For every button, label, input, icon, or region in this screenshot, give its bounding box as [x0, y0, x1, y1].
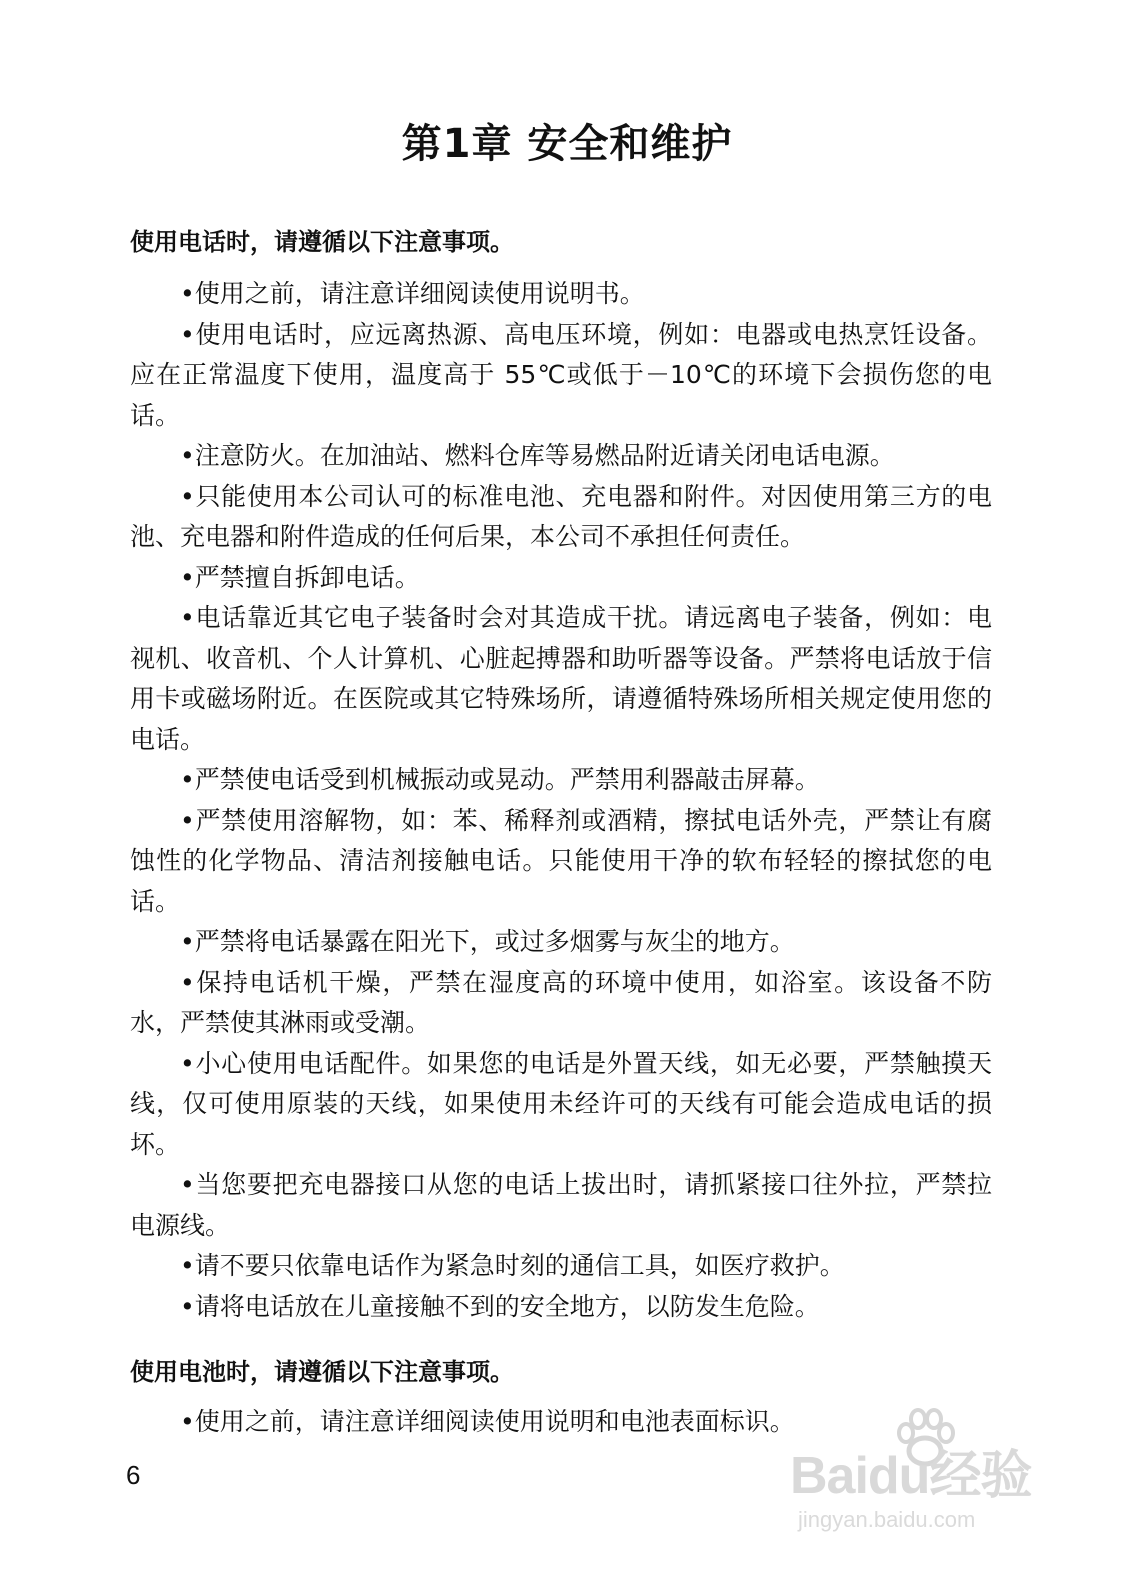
- list-item: •使用之前，请注意详细阅读使用说明和电池表面标识。: [180, 1407, 795, 1436]
- list-item: •请将电话放在儿童接触不到的安全地方，以防发生危险。: [180, 1291, 820, 1321]
- list-item: •请不要只依靠电话作为紧急时刻的通信工具，如医疗救护。: [180, 1251, 845, 1280]
- page-number: 6: [126, 1460, 141, 1490]
- list-item: •使用电话时，应远离热源、高电压环境，例如：电器或电热烹饪设备。应在正常温度下使用，温度高于 55℃或低于－10℃的环境下会损伤您的电话。: [130, 319, 992, 430]
- list-item: •严禁擅自拆卸电话。: [180, 562, 420, 592]
- list-item: •严禁使用溶解物，如：苯、稀释剂或酒精，擦拭电话外壳，严禁让有腐蚀性的化学物品、清洁剂接触电话。只能使用干净的软布轻轻的擦拭您的电话。: [130, 805, 992, 916]
- list-item: •注意防火。在加油站、燃料仓库等易燃品附近请关闭电话电源。: [180, 441, 895, 470]
- watermark-site: jingyan.baidu.com: [798, 1507, 976, 1532]
- list-item: •当您要把充电器接口从您的电话上拔出时，请抓紧接口往外拉，严禁拉电源线。: [130, 1170, 992, 1240]
- list-item: •严禁将电话暴露在阳光下，或过多烟雾与灰尘的地方。: [180, 927, 795, 956]
- list-item: •严禁使电话受到机械振动或晃动。严禁用利器敲击屏幕。: [180, 765, 820, 794]
- phone-precautions-list: [130, 274, 992, 1327]
- chapter-title: 第1章 安全和维护: [401, 121, 733, 167]
- list-item: •只能使用本公司认可的标准电池、充电器和附件。对因使用第三方的电池、充电器和附件造成的任何后果，本公司不承担任何责任。: [130, 481, 992, 551]
- list-item: •电话靠近其它电子装备时会对其造成干扰。请远离电子装备，例如：电视机、收音机、个人计算机、心脏起搏器和助听器等设备。严禁将电话放于信用卡或磁场附近。在医院或其它特殊场所，请遵循特殊场所相关规定使用您的电话。: [130, 603, 992, 754]
- list-item: •小心使用电话配件。如果您的电话是外置天线，如无必要，严禁触摸天线，仅可使用原装的天线，如果使用未经许可的天线有可能会造成电话的损坏。: [130, 1048, 992, 1159]
- list-item: •保持电话机干燥，严禁在湿度高的环境中使用，如浴室。该设备不防水，严禁使其淋雨或受潮。: [130, 967, 992, 1037]
- baidu-watermark: [790, 1405, 1070, 1555]
- section-heading-battery: 使用电池时，请遵循以下注意事项。: [130, 1358, 514, 1386]
- list-item: •使用之前，请注意详细阅读使用说明书。: [180, 279, 645, 308]
- section-heading-phone: 使用电话时，请遵循以下注意事项。: [130, 228, 514, 256]
- watermark-brand: Baidu经验: [790, 1447, 1032, 1505]
